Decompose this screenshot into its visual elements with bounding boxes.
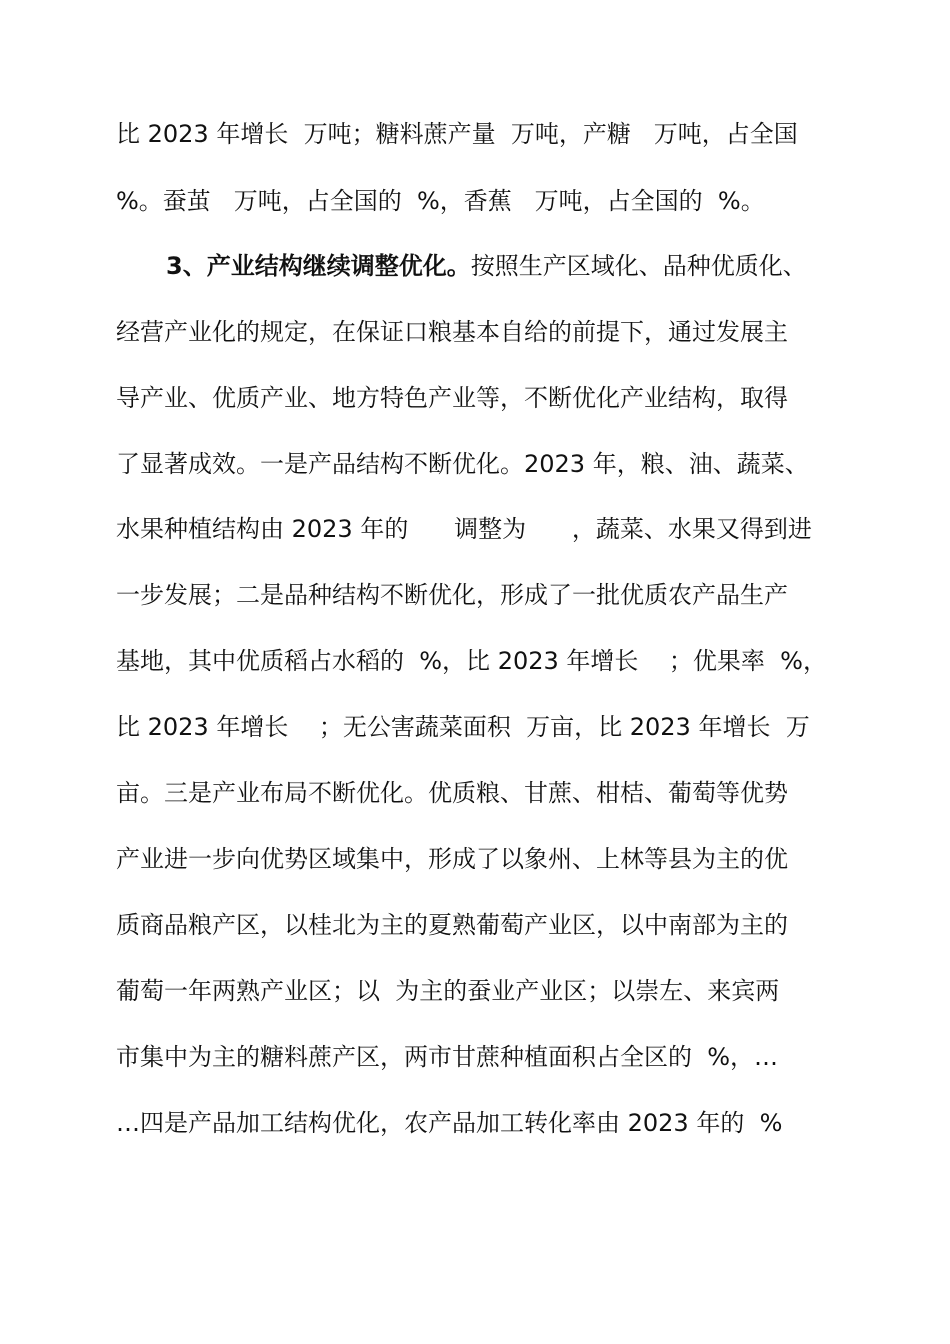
- paragraph-line: 水果种植结构由 2023 年的 调整为 ，蔬菜、水果又得到进: [116, 515, 812, 543]
- paragraph-line: …四是产品加工结构优化，农产品加工转化率由 2023 年的 %: [116, 1109, 783, 1137]
- paragraph-line: 按照生产区域化、品种优质化、: [470, 252, 807, 280]
- paragraph-line: 产业进一步向优势区域集中，形成了以象州、上林等县为主的优: [116, 845, 788, 873]
- section-heading-line: [166, 250, 807, 282]
- paragraph-line: 比 2023 年增长 万吨；糖料蔗产量 万吨，产糖 万吨，占全国: [116, 120, 798, 148]
- paragraph-line: 导产业、优质产业、地方特色产业等，不断优化产业结构，取得: [116, 384, 788, 412]
- paragraph-line: %。蚕茧 万吨，占全国的 %，香蕉 万吨，占全国的 %。: [116, 187, 765, 215]
- paragraph-line: 市集中为主的糖料蔗产区，两市甘蔗种植面积占全区的 %，…: [116, 1043, 779, 1071]
- paragraph-line: 基地，其中优质稻占水稻的 %，比 2023 年增长 ；优果率 %，: [116, 647, 827, 675]
- paragraph-line: 葡萄一年两熟产业区；以 为主的蚕业产业区；以崇左、来宾两: [116, 977, 780, 1005]
- section-heading: 3、产业结构继续调整优化。: [166, 252, 471, 280]
- paragraph-line: 经营产业化的规定，在保证口粮基本自给的前提下，通过发展主: [116, 318, 788, 346]
- paragraph-line: 比 2023 年增长 ；无公害蔬菜面积 万亩，比 2023 年增长 万: [116, 713, 810, 741]
- paragraph-line: 亩。三是产业布局不断优化。优质粮、甘蔗、柑桔、葡萄等优势: [116, 779, 788, 807]
- paragraph-line: 质商品粮产区，以桂北为主的夏熟葡萄产业区，以中南部为主的: [116, 911, 788, 939]
- paragraph-line: 了显著成效。一是产品结构不断优化。2023 年，粮、油、蔬菜、: [116, 450, 809, 478]
- paragraph-line: 一步发展；二是品种结构不断优化，形成了一批优质农产品生产: [116, 581, 788, 609]
